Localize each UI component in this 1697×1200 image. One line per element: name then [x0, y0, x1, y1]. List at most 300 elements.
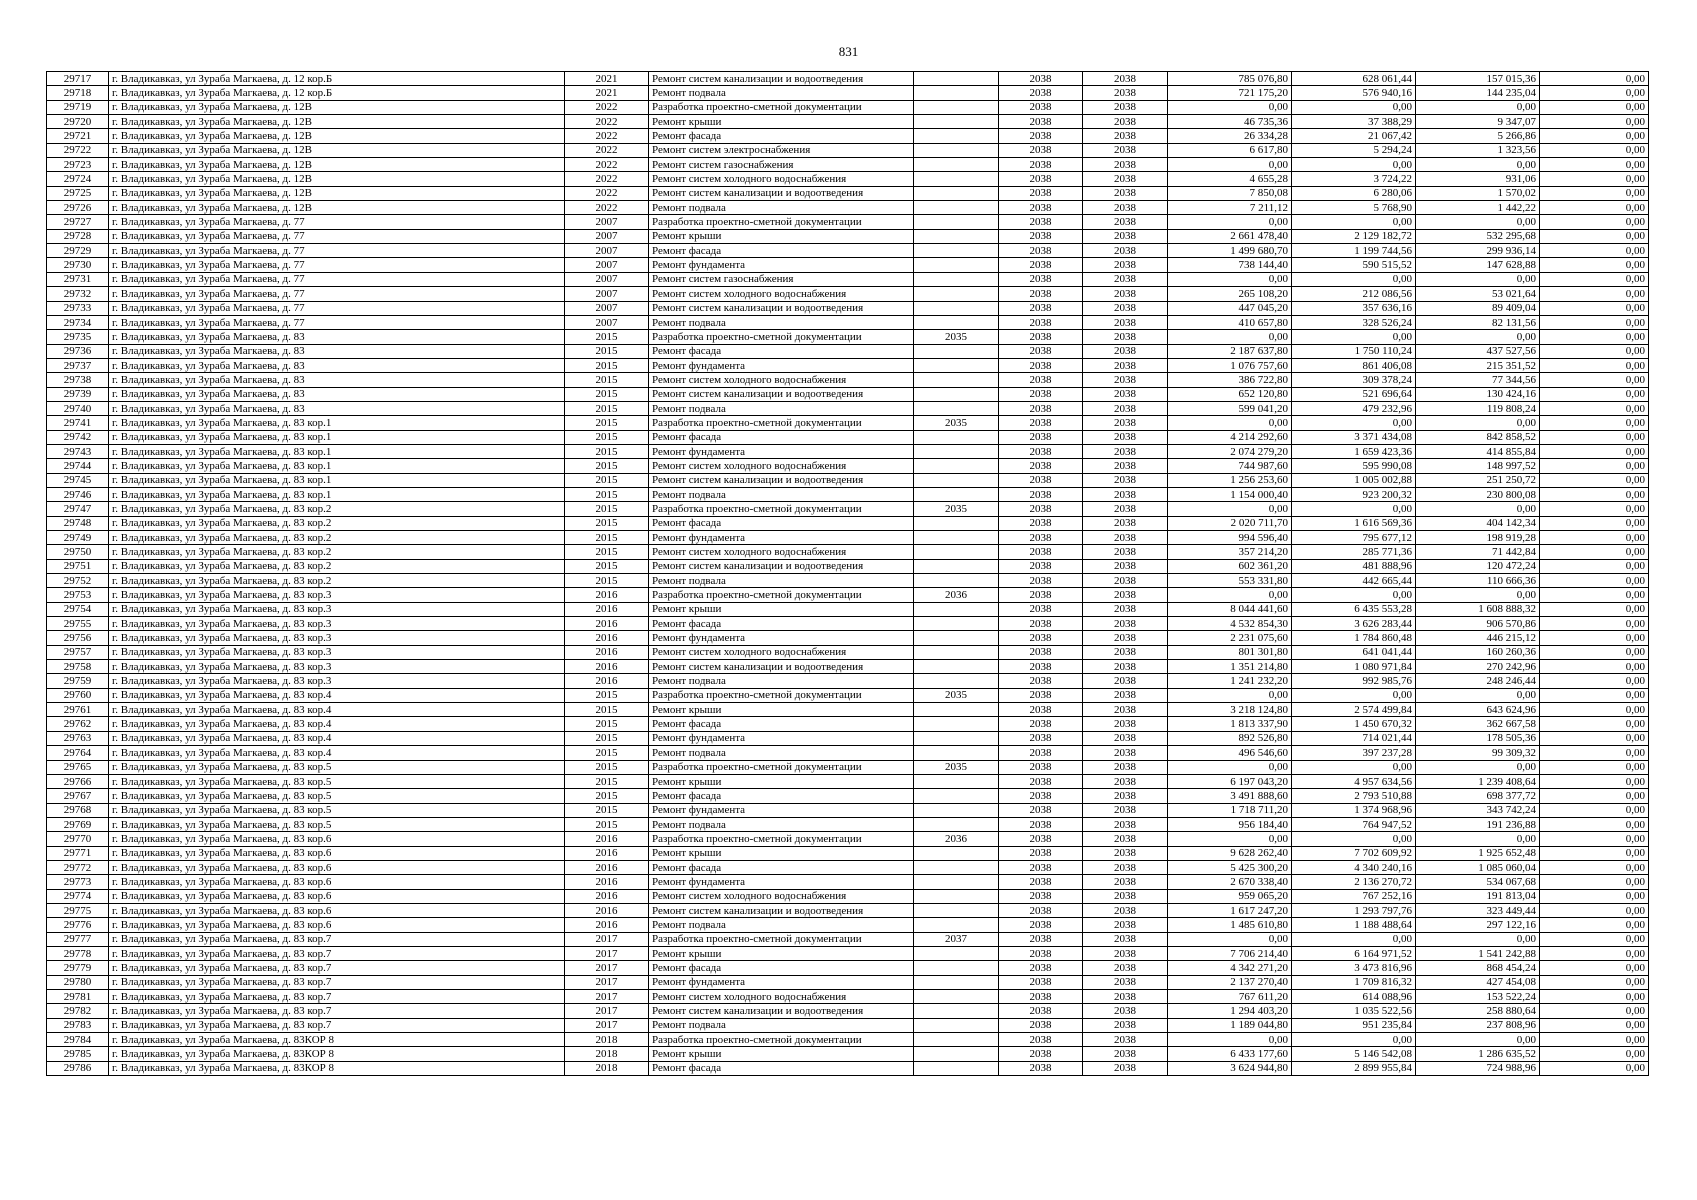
work-type-cell: Разработка проектно-сметной документации	[649, 832, 914, 846]
owner-cost-cell: 0,00	[1416, 215, 1540, 229]
plan-end-year-cell: 2038	[1083, 990, 1168, 1004]
other-cost-cell: 0,00	[1540, 875, 1649, 889]
address-cell: г. Владикавказ, ул Зураба Магкаева, д. 77	[109, 215, 565, 229]
plan-end-year-cell: 2038	[1083, 946, 1168, 960]
fund-cost-cell: 5 146 542,08	[1292, 1047, 1416, 1061]
plan-end-year-cell: 2038	[1083, 115, 1168, 129]
table-row	[47, 272, 1649, 286]
design-year-cell	[914, 473, 999, 487]
plan-end-year-cell: 2038	[1083, 961, 1168, 975]
fund-cost-cell: 0,00	[1292, 416, 1416, 430]
fund-cost-cell: 628 061,44	[1292, 72, 1416, 86]
other-cost-cell: 0,00	[1540, 860, 1649, 874]
owner-cost-cell: 343 742,24	[1416, 803, 1540, 817]
work-type-cell: Ремонт подвала	[649, 315, 914, 329]
commissioning-year-cell: 2018	[565, 1061, 649, 1075]
work-type-cell: Ремонт систем газоснабжения	[649, 272, 914, 286]
plan-end-year-cell: 2038	[1083, 574, 1168, 588]
record-number-cell: 29762	[47, 717, 109, 731]
plan-start-year-cell: 2038	[999, 229, 1083, 243]
work-type-cell: Ремонт подвала	[649, 86, 914, 100]
plan-start-year-cell: 2038	[999, 760, 1083, 774]
address-cell: г. Владикавказ, ул Зураба Магкаева, д. 83 кор.7	[109, 932, 565, 946]
design-year-cell	[914, 229, 999, 243]
total-cost-cell: 2 670 338,40	[1168, 875, 1292, 889]
owner-cost-cell: 237 808,96	[1416, 1018, 1540, 1032]
total-cost-cell: 553 331,80	[1168, 574, 1292, 588]
owner-cost-cell: 698 377,72	[1416, 789, 1540, 803]
commissioning-year-cell: 2016	[565, 875, 649, 889]
plan-start-year-cell: 2038	[999, 946, 1083, 960]
fund-cost-cell: 1 035 522,56	[1292, 1004, 1416, 1018]
table-row	[47, 703, 1649, 717]
work-type-cell: Ремонт подвала	[649, 817, 914, 831]
other-cost-cell: 0,00	[1540, 444, 1649, 458]
owner-cost-cell: 297 122,16	[1416, 918, 1540, 932]
owner-cost-cell: 191 236,88	[1416, 817, 1540, 831]
record-number-cell: 29751	[47, 559, 109, 573]
commissioning-year-cell: 2007	[565, 301, 649, 315]
other-cost-cell: 0,00	[1540, 129, 1649, 143]
address-cell: г. Владикавказ, ул Зураба Магкаева, д. 77	[109, 229, 565, 243]
total-cost-cell: 892 526,80	[1168, 731, 1292, 745]
total-cost-cell: 0,00	[1168, 330, 1292, 344]
plan-end-year-cell: 2038	[1083, 444, 1168, 458]
record-number-cell: 29719	[47, 100, 109, 114]
table-row	[47, 344, 1649, 358]
commissioning-year-cell: 2016	[565, 832, 649, 846]
record-number-cell: 29777	[47, 932, 109, 946]
record-number-cell: 29755	[47, 617, 109, 631]
commissioning-year-cell: 2007	[565, 229, 649, 243]
address-cell: г. Владикавказ, ул Зураба Магкаева, д. 83	[109, 387, 565, 401]
record-number-cell: 29764	[47, 746, 109, 760]
total-cost-cell: 2 231 075,60	[1168, 631, 1292, 645]
plan-end-year-cell: 2038	[1083, 860, 1168, 874]
total-cost-cell: 6 617,80	[1168, 143, 1292, 157]
record-number-cell: 29770	[47, 832, 109, 846]
plan-start-year-cell: 2038	[999, 688, 1083, 702]
commissioning-year-cell: 2016	[565, 602, 649, 616]
fund-cost-cell: 397 237,28	[1292, 746, 1416, 760]
address-cell: г. Владикавказ, ул Зураба Магкаева, д. 83 кор.1	[109, 416, 565, 430]
work-type-cell: Ремонт подвала	[649, 746, 914, 760]
owner-cost-cell: 1 608 888,32	[1416, 602, 1540, 616]
owner-cost-cell: 868 454,24	[1416, 961, 1540, 975]
plan-end-year-cell: 2038	[1083, 1047, 1168, 1061]
owner-cost-cell: 0,00	[1416, 158, 1540, 172]
table-row	[47, 932, 1649, 946]
fund-cost-cell: 641 041,44	[1292, 645, 1416, 659]
table-row	[47, 660, 1649, 674]
other-cost-cell: 0,00	[1540, 401, 1649, 415]
address-cell: г. Владикавказ, ул Зураба Магкаева, д. 12В	[109, 158, 565, 172]
design-year-cell	[914, 487, 999, 501]
address-cell: г. Владикавказ, ул Зураба Магкаева, д. 83 кор.4	[109, 731, 565, 745]
design-year-cell	[914, 86, 999, 100]
plan-end-year-cell: 2038	[1083, 703, 1168, 717]
owner-cost-cell: 148 997,52	[1416, 459, 1540, 473]
total-cost-cell: 357 214,20	[1168, 545, 1292, 559]
other-cost-cell: 0,00	[1540, 516, 1649, 530]
plan-start-year-cell: 2038	[999, 72, 1083, 86]
commissioning-year-cell: 2007	[565, 272, 649, 286]
owner-cost-cell: 0,00	[1416, 272, 1540, 286]
total-cost-cell: 599 041,20	[1168, 401, 1292, 415]
design-year-cell	[914, 990, 999, 1004]
work-type-cell: Ремонт фасада	[649, 129, 914, 143]
plan-start-year-cell: 2038	[999, 344, 1083, 358]
design-year-cell	[914, 287, 999, 301]
record-number-cell: 29729	[47, 244, 109, 258]
fund-cost-cell: 595 990,08	[1292, 459, 1416, 473]
work-type-cell: Ремонт систем холодного водоснабжения	[649, 889, 914, 903]
design-year-cell	[914, 201, 999, 215]
plan-start-year-cell: 2038	[999, 918, 1083, 932]
design-year-cell	[914, 975, 999, 989]
total-cost-cell: 7 706 214,40	[1168, 946, 1292, 960]
commissioning-year-cell: 2015	[565, 473, 649, 487]
total-cost-cell: 6 433 177,60	[1168, 1047, 1292, 1061]
plan-start-year-cell: 2038	[999, 645, 1083, 659]
other-cost-cell: 0,00	[1540, 574, 1649, 588]
fund-cost-cell: 0,00	[1292, 1033, 1416, 1047]
commissioning-year-cell: 2017	[565, 1018, 649, 1032]
plan-end-year-cell: 2038	[1083, 401, 1168, 415]
address-cell: г. Владикавказ, ул Зураба Магкаева, д. 83 кор.6	[109, 889, 565, 903]
work-type-cell: Ремонт систем холодного водоснабжения	[649, 172, 914, 186]
work-type-cell: Ремонт фундамента	[649, 531, 914, 545]
plan-end-year-cell: 2038	[1083, 487, 1168, 501]
record-number-cell: 29750	[47, 545, 109, 559]
fund-cost-cell: 0,00	[1292, 330, 1416, 344]
other-cost-cell: 0,00	[1540, 660, 1649, 674]
total-cost-cell: 0,00	[1168, 158, 1292, 172]
commissioning-year-cell: 2015	[565, 459, 649, 473]
fund-cost-cell: 1 616 569,36	[1292, 516, 1416, 530]
work-type-cell: Ремонт фундамента	[649, 975, 914, 989]
commissioning-year-cell: 2015	[565, 330, 649, 344]
owner-cost-cell: 77 344,56	[1416, 373, 1540, 387]
plan-start-year-cell: 2038	[999, 574, 1083, 588]
design-year-cell	[914, 1004, 999, 1018]
plan-start-year-cell: 2038	[999, 660, 1083, 674]
table-row	[47, 516, 1649, 530]
fund-cost-cell: 0,00	[1292, 158, 1416, 172]
plan-end-year-cell: 2038	[1083, 760, 1168, 774]
work-type-cell: Ремонт подвала	[649, 574, 914, 588]
fund-cost-cell: 4 957 634,56	[1292, 774, 1416, 788]
table-row	[47, 946, 1649, 960]
address-cell: г. Владикавказ, ул Зураба Магкаева, д. 83 кор.4	[109, 717, 565, 731]
owner-cost-cell: 532 295,68	[1416, 229, 1540, 243]
design-year-cell: 2036	[914, 588, 999, 602]
work-type-cell: Ремонт фасада	[649, 860, 914, 874]
other-cost-cell: 0,00	[1540, 774, 1649, 788]
table-row	[47, 918, 1649, 932]
work-type-cell: Ремонт систем канализации и водоотведения	[649, 559, 914, 573]
total-cost-cell: 0,00	[1168, 688, 1292, 702]
work-type-cell: Разработка проектно-сметной документации	[649, 588, 914, 602]
commissioning-year-cell: 2015	[565, 703, 649, 717]
plan-end-year-cell: 2038	[1083, 201, 1168, 215]
address-cell: г. Владикавказ, ул Зураба Магкаева, д. 83 кор.6	[109, 832, 565, 846]
commissioning-year-cell: 2018	[565, 1047, 649, 1061]
address-cell: г. Владикавказ, ул Зураба Магкаева, д. 12В	[109, 186, 565, 200]
fund-cost-cell: 0,00	[1292, 932, 1416, 946]
table-row	[47, 143, 1649, 157]
plan-end-year-cell: 2038	[1083, 803, 1168, 817]
address-cell: г. Владикавказ, ул Зураба Магкаева, д. 83 кор.5	[109, 817, 565, 831]
total-cost-cell: 0,00	[1168, 760, 1292, 774]
commissioning-year-cell: 2015	[565, 373, 649, 387]
owner-cost-cell: 299 936,14	[1416, 244, 1540, 258]
address-cell: г. Владикавказ, ул Зураба Магкаева, д. 12 кор.Б	[109, 72, 565, 86]
table-row	[47, 215, 1649, 229]
commissioning-year-cell: 2022	[565, 186, 649, 200]
plan-start-year-cell: 2038	[999, 903, 1083, 917]
address-cell: г. Владикавказ, ул Зураба Магкаева, д. 83 кор.5	[109, 774, 565, 788]
other-cost-cell: 0,00	[1540, 760, 1649, 774]
design-year-cell	[914, 875, 999, 889]
work-type-cell: Ремонт подвала	[649, 201, 914, 215]
address-cell: г. Владикавказ, ул Зураба Магкаева, д. 83	[109, 358, 565, 372]
table-row	[47, 258, 1649, 272]
other-cost-cell: 0,00	[1540, 961, 1649, 975]
design-year-cell	[914, 574, 999, 588]
total-cost-cell: 2 137 270,40	[1168, 975, 1292, 989]
other-cost-cell: 0,00	[1540, 559, 1649, 573]
other-cost-cell: 0,00	[1540, 588, 1649, 602]
record-number-cell: 29744	[47, 459, 109, 473]
work-type-cell: Ремонт фасада	[649, 717, 914, 731]
table-row	[47, 115, 1649, 129]
other-cost-cell: 0,00	[1540, 258, 1649, 272]
address-cell: г. Владикавказ, ул Зураба Магкаева, д. 83 кор.3	[109, 674, 565, 688]
plan-start-year-cell: 2038	[999, 129, 1083, 143]
plan-start-year-cell: 2038	[999, 158, 1083, 172]
total-cost-cell: 4 214 292,60	[1168, 430, 1292, 444]
address-cell: г. Владикавказ, ул Зураба Магкаева, д. 83 кор.6	[109, 903, 565, 917]
design-year-cell	[914, 358, 999, 372]
plan-start-year-cell: 2038	[999, 1018, 1083, 1032]
fund-cost-cell: 923 200,32	[1292, 487, 1416, 501]
total-cost-cell: 410 657,80	[1168, 315, 1292, 329]
commissioning-year-cell: 2016	[565, 903, 649, 917]
total-cost-cell: 0,00	[1168, 215, 1292, 229]
table-row	[47, 990, 1649, 1004]
table-row	[47, 545, 1649, 559]
other-cost-cell: 0,00	[1540, 72, 1649, 86]
total-cost-cell: 2 074 279,20	[1168, 444, 1292, 458]
record-number-cell: 29767	[47, 789, 109, 803]
total-cost-cell: 744 987,60	[1168, 459, 1292, 473]
address-cell: г. Владикавказ, ул Зураба Магкаева, д. 83КОР 8	[109, 1061, 565, 1075]
design-year-cell: 2036	[914, 832, 999, 846]
total-cost-cell: 8 044 441,60	[1168, 602, 1292, 616]
commissioning-year-cell: 2015	[565, 717, 649, 731]
plan-start-year-cell: 2038	[999, 358, 1083, 372]
plan-end-year-cell: 2038	[1083, 143, 1168, 157]
design-year-cell	[914, 344, 999, 358]
owner-cost-cell: 437 527,56	[1416, 344, 1540, 358]
total-cost-cell: 5 425 300,20	[1168, 860, 1292, 874]
record-number-cell: 29766	[47, 774, 109, 788]
work-type-cell: Разработка проектно-сметной документации	[649, 215, 914, 229]
work-type-cell: Ремонт подвала	[649, 918, 914, 932]
plan-start-year-cell: 2038	[999, 1004, 1083, 1018]
fund-cost-cell: 479 232,96	[1292, 401, 1416, 415]
record-number-cell: 29749	[47, 531, 109, 545]
other-cost-cell: 0,00	[1540, 846, 1649, 860]
table-row	[47, 129, 1649, 143]
total-cost-cell: 0,00	[1168, 932, 1292, 946]
design-year-cell	[914, 1047, 999, 1061]
table-row	[47, 86, 1649, 100]
table-row	[47, 588, 1649, 602]
owner-cost-cell: 724 988,96	[1416, 1061, 1540, 1075]
plan-end-year-cell: 2038	[1083, 344, 1168, 358]
commissioning-year-cell: 2022	[565, 115, 649, 129]
plan-start-year-cell: 2038	[999, 487, 1083, 501]
address-cell: г. Владикавказ, ул Зураба Магкаева, д. 83 кор.2	[109, 502, 565, 516]
other-cost-cell: 0,00	[1540, 946, 1649, 960]
commissioning-year-cell: 2017	[565, 946, 649, 960]
fund-cost-cell: 212 086,56	[1292, 287, 1416, 301]
commissioning-year-cell: 2022	[565, 158, 649, 172]
commissioning-year-cell: 2016	[565, 588, 649, 602]
commissioning-year-cell: 2015	[565, 444, 649, 458]
fund-cost-cell: 0,00	[1292, 272, 1416, 286]
record-number-cell: 29737	[47, 358, 109, 372]
table-row	[47, 100, 1649, 114]
other-cost-cell: 0,00	[1540, 272, 1649, 286]
owner-cost-cell: 1 570,02	[1416, 186, 1540, 200]
work-type-cell: Ремонт крыши	[649, 229, 914, 243]
commissioning-year-cell: 2018	[565, 1033, 649, 1047]
plan-end-year-cell: 2038	[1083, 774, 1168, 788]
fund-cost-cell: 714 021,44	[1292, 731, 1416, 745]
plan-start-year-cell: 2038	[999, 473, 1083, 487]
table-row	[47, 487, 1649, 501]
plan-start-year-cell: 2038	[999, 990, 1083, 1004]
total-cost-cell: 3 218 124,80	[1168, 703, 1292, 717]
plan-start-year-cell: 2038	[999, 416, 1083, 430]
design-year-cell	[914, 803, 999, 817]
design-year-cell	[914, 559, 999, 573]
fund-cost-cell: 0,00	[1292, 502, 1416, 516]
fund-cost-cell: 1 080 971,84	[1292, 660, 1416, 674]
owner-cost-cell: 5 266,86	[1416, 129, 1540, 143]
total-cost-cell: 46 735,36	[1168, 115, 1292, 129]
address-cell: г. Владикавказ, ул Зураба Магкаева, д. 83 кор.1	[109, 473, 565, 487]
fund-cost-cell: 767 252,16	[1292, 889, 1416, 903]
commissioning-year-cell: 2022	[565, 129, 649, 143]
design-year-cell	[914, 401, 999, 415]
owner-cost-cell: 427 454,08	[1416, 975, 1540, 989]
record-number-cell: 29746	[47, 487, 109, 501]
design-year-cell	[914, 660, 999, 674]
record-number-cell: 29723	[47, 158, 109, 172]
other-cost-cell: 0,00	[1540, 487, 1649, 501]
design-year-cell	[914, 1033, 999, 1047]
address-cell: г. Владикавказ, ул Зураба Магкаева, д. 77	[109, 287, 565, 301]
address-cell: г. Владикавказ, ул Зураба Магкаева, д. 12В	[109, 172, 565, 186]
plan-end-year-cell: 2038	[1083, 559, 1168, 573]
other-cost-cell: 0,00	[1540, 143, 1649, 157]
other-cost-cell: 0,00	[1540, 803, 1649, 817]
plan-start-year-cell: 2038	[999, 502, 1083, 516]
owner-cost-cell: 147 628,88	[1416, 258, 1540, 272]
owner-cost-cell: 198 919,28	[1416, 531, 1540, 545]
table-row	[47, 746, 1649, 760]
plan-end-year-cell: 2038	[1083, 72, 1168, 86]
design-year-cell	[914, 889, 999, 903]
plan-start-year-cell: 2038	[999, 244, 1083, 258]
design-year-cell	[914, 602, 999, 616]
fund-cost-cell: 6 435 553,28	[1292, 602, 1416, 616]
address-cell: г. Владикавказ, ул Зураба Магкаева, д. 83 кор.3	[109, 645, 565, 659]
fund-cost-cell: 590 515,52	[1292, 258, 1416, 272]
plan-end-year-cell: 2038	[1083, 473, 1168, 487]
commissioning-year-cell: 2015	[565, 358, 649, 372]
plan-start-year-cell: 2038	[999, 301, 1083, 315]
plan-end-year-cell: 2038	[1083, 315, 1168, 329]
design-year-cell	[914, 918, 999, 932]
fund-cost-cell: 0,00	[1292, 688, 1416, 702]
address-cell: г. Владикавказ, ул Зураба Магкаева, д. 83 кор.3	[109, 602, 565, 616]
commissioning-year-cell: 2015	[565, 387, 649, 401]
table-row	[47, 559, 1649, 573]
record-number-cell: 29734	[47, 315, 109, 329]
total-cost-cell: 738 144,40	[1168, 258, 1292, 272]
address-cell: г. Владикавказ, ул Зураба Магкаева, д. 83 кор.5	[109, 803, 565, 817]
record-number-cell: 29783	[47, 1018, 109, 1032]
design-year-cell	[914, 387, 999, 401]
fund-cost-cell: 481 888,96	[1292, 559, 1416, 573]
commissioning-year-cell: 2017	[565, 932, 649, 946]
plan-end-year-cell: 2038	[1083, 330, 1168, 344]
work-type-cell: Ремонт фасада	[649, 244, 914, 258]
design-year-cell	[914, 1018, 999, 1032]
plan-end-year-cell: 2038	[1083, 430, 1168, 444]
design-year-cell	[914, 789, 999, 803]
record-number-cell: 29720	[47, 115, 109, 129]
plan-start-year-cell: 2038	[999, 803, 1083, 817]
plan-start-year-cell: 2038	[999, 889, 1083, 903]
other-cost-cell: 0,00	[1540, 287, 1649, 301]
plan-end-year-cell: 2038	[1083, 516, 1168, 530]
commissioning-year-cell: 2007	[565, 244, 649, 258]
design-year-cell: 2035	[914, 502, 999, 516]
design-year-cell	[914, 143, 999, 157]
plan-start-year-cell: 2038	[999, 832, 1083, 846]
address-cell: г. Владикавказ, ул Зураба Магкаева, д. 83 кор.7	[109, 946, 565, 960]
fund-cost-cell: 2 129 182,72	[1292, 229, 1416, 243]
fund-cost-cell: 614 088,96	[1292, 990, 1416, 1004]
commissioning-year-cell: 2017	[565, 975, 649, 989]
address-cell: г. Владикавказ, ул Зураба Магкаева, д. 83 кор.5	[109, 760, 565, 774]
plan-start-year-cell: 2038	[999, 602, 1083, 616]
plan-end-year-cell: 2038	[1083, 731, 1168, 745]
owner-cost-cell: 446 215,12	[1416, 631, 1540, 645]
other-cost-cell: 0,00	[1540, 387, 1649, 401]
record-number-cell: 29731	[47, 272, 109, 286]
other-cost-cell: 0,00	[1540, 674, 1649, 688]
commissioning-year-cell: 2016	[565, 645, 649, 659]
fund-cost-cell: 5 294,24	[1292, 143, 1416, 157]
fund-cost-cell: 1 450 670,32	[1292, 717, 1416, 731]
